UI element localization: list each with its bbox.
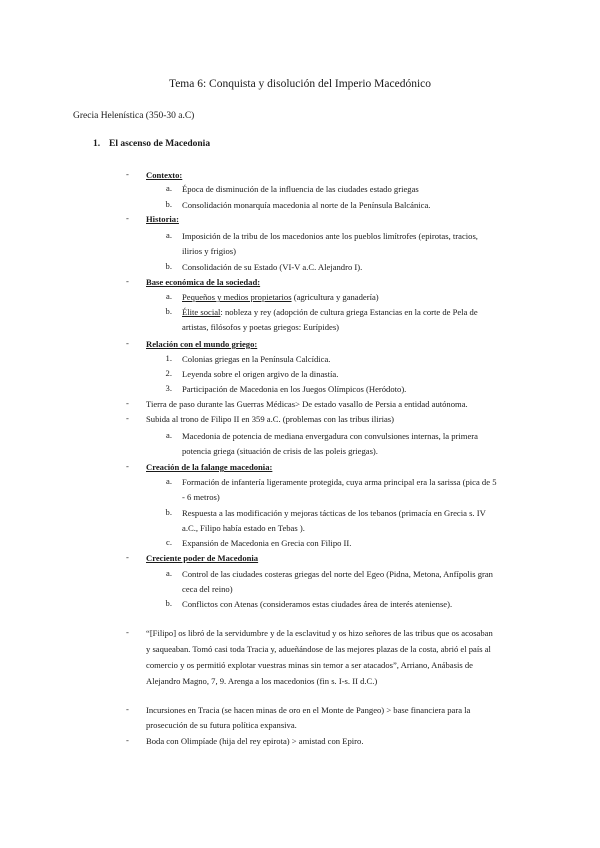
boda: Boda con Olimpíade (hija del rey epirota) > amistad con Epiro. bbox=[146, 736, 364, 746]
bullet-dash: - bbox=[126, 413, 129, 423]
document-subtitle: Grecia Helenística (350-30 a.C) bbox=[73, 111, 195, 121]
marker-2: 2. bbox=[165, 368, 172, 378]
marker-b: b. bbox=[165, 306, 172, 316]
marker-b: b. bbox=[165, 199, 172, 209]
bullet-dash: - bbox=[126, 735, 129, 745]
bullet-dash: - bbox=[126, 213, 129, 223]
marker-a: a. bbox=[166, 568, 172, 578]
poder-heading: Creciente poder de Macedonia bbox=[146, 553, 259, 563]
historia-item-b: Consolidación de su Estado (VI-V a.C. Alejandro I). bbox=[182, 262, 363, 272]
bullet-dash: - bbox=[126, 338, 129, 348]
marker-1: 1. bbox=[165, 353, 172, 363]
bullet-dash: - bbox=[126, 398, 129, 408]
historia-heading: Historia: bbox=[146, 214, 179, 224]
economia-item-b-underlined: Élite social bbox=[182, 307, 221, 317]
economia-item-a bbox=[182, 291, 379, 304]
falange-item-a-line1: Formación de infantería ligeramente protegida, cuya arma principal era la sarissa (pica de 5 bbox=[182, 477, 497, 487]
quote-line4: Alejandro Magno, 7, 9. Arenga a los macedonios (fin s. I-s. II d.C.) bbox=[146, 676, 378, 686]
economia-item-a-underlined: Pequeños y medios propietarios bbox=[182, 292, 292, 302]
marker-b: b. bbox=[165, 261, 172, 271]
section-heading bbox=[93, 139, 210, 149]
subida-item-a-line2: potencia griega (situación de crisis de las poleis griegas). bbox=[182, 446, 378, 456]
marker-c: c. bbox=[166, 537, 172, 547]
economia-item-b-line2: artistas, filósofos y poetas griegos: Eurípides) bbox=[182, 322, 340, 332]
marker-a: a. bbox=[166, 230, 172, 240]
subida-trono: Subida al trono de Filipo II en 359 a.C. (problemas con las tribus ilirias) bbox=[146, 414, 394, 424]
relacion-heading: Relación con el mundo griego: bbox=[146, 339, 258, 349]
marker-a: a. bbox=[166, 183, 172, 193]
poder-item-b: Conflictos con Atenas (consideramos estas ciudades área de interés ateniense). bbox=[182, 599, 453, 609]
economia-item-b-line1 bbox=[182, 306, 478, 319]
bullet-dash: - bbox=[126, 276, 129, 286]
falange-item-b-line2: a.C., Filipo había estado en Tebas ). bbox=[182, 523, 305, 533]
relacion-item-3: Participación de Macedonia en los Juegos Olímpicos (Heródoto). bbox=[182, 384, 407, 394]
marker-b: b. bbox=[165, 507, 172, 517]
economia-heading: Base económica de la sociedad: bbox=[146, 277, 261, 287]
quote-line1: “[Filipo] os libró de la servidumbre y de la esclavitud y os hizo señores de las tribus que os acosaban bbox=[146, 628, 493, 638]
document-title: Tema 6: Conquista y disolución del Imperio Macedónico bbox=[168, 78, 432, 90]
bullet-dash: - bbox=[126, 169, 129, 179]
quote-line2: y saqueaban. Tomó casi toda Tracia y, adueñándose de las mejores plazas de la costa, abrió el país al bbox=[146, 644, 491, 654]
historia-item-a-line2: ilirios y frigios) bbox=[182, 246, 236, 256]
bullet-dash: - bbox=[126, 627, 129, 637]
marker-b: b. bbox=[165, 598, 172, 608]
poder-item-a-line2: ceca del reino) bbox=[182, 584, 233, 594]
tierra-de-paso: Tierra de paso durante las Guerras Médicas> De estado vasallo de Persia a entidad autónoma. bbox=[146, 399, 468, 409]
contexto-heading: Contexto: bbox=[146, 170, 183, 180]
bullet-dash: - bbox=[126, 704, 129, 714]
bullet-dash: - bbox=[126, 461, 129, 471]
falange-item-c: Expansión de Macedonia en Grecia con Filipo II. bbox=[182, 538, 352, 548]
relacion-item-2: Leyenda sobre el origen argivo de la dinastía. bbox=[182, 369, 339, 379]
poder-item-a-line1: Control de las ciudades costeras griegas del norte del Egeo (Pidna, Metona, Anfípolis gran bbox=[182, 569, 493, 579]
subida-item-a-line1: Macedonia de potencia de mediana envergadura con convulsiones internas, la primera bbox=[182, 431, 478, 441]
economia-item-b-rest: : nobleza y rey (adopción de cultura griega Estancias en la corte de Pela de bbox=[220, 307, 478, 317]
incursiones-line2: prosecución de su futura política expansiva. bbox=[146, 720, 297, 730]
bullet-dash: - bbox=[126, 552, 129, 562]
quote-line3: comercio y os permitió explotar vuestras minas sin temor a ser atacados”, Arriano, Anábasis de bbox=[146, 660, 473, 670]
falange-item-b-line1: Respuesta a las modificación y mejoras tácticas de los tebanos (primacía en Grecia s. IV bbox=[182, 508, 486, 518]
falange-item-a-line2: - 6 metros) bbox=[182, 492, 220, 502]
contexto-item-a: Época de disminución de la influencia de las ciudades estado griegas bbox=[182, 184, 419, 194]
relacion-item-1: Colonias griegas en la Península Calcídica. bbox=[182, 354, 331, 364]
incursiones-line1: Incursiones en Tracia (se hacen minas de oro en el Monte de Pangeo) > base financiera para la bbox=[146, 705, 471, 715]
economia-item-a-rest: (agricultura y ganadería) bbox=[291, 292, 379, 302]
marker-3: 3. bbox=[165, 383, 172, 393]
marker-a: a. bbox=[166, 430, 172, 440]
historia-item-a-line1: Imposición de la tribu de los macedonios ante los pueblos limítrofes (epirotas, tracios, bbox=[182, 231, 478, 241]
falange-heading: Creación de la falange macedonia: bbox=[146, 462, 273, 472]
marker-a: a. bbox=[166, 291, 172, 301]
section-number: 1. bbox=[93, 139, 101, 149]
section-heading-text: El ascenso de Macedonia bbox=[109, 139, 211, 149]
marker-a: a. bbox=[166, 476, 172, 486]
contexto-item-b: Consolidación monarquía macedonia al norte de la Península Balcánica. bbox=[182, 200, 431, 210]
